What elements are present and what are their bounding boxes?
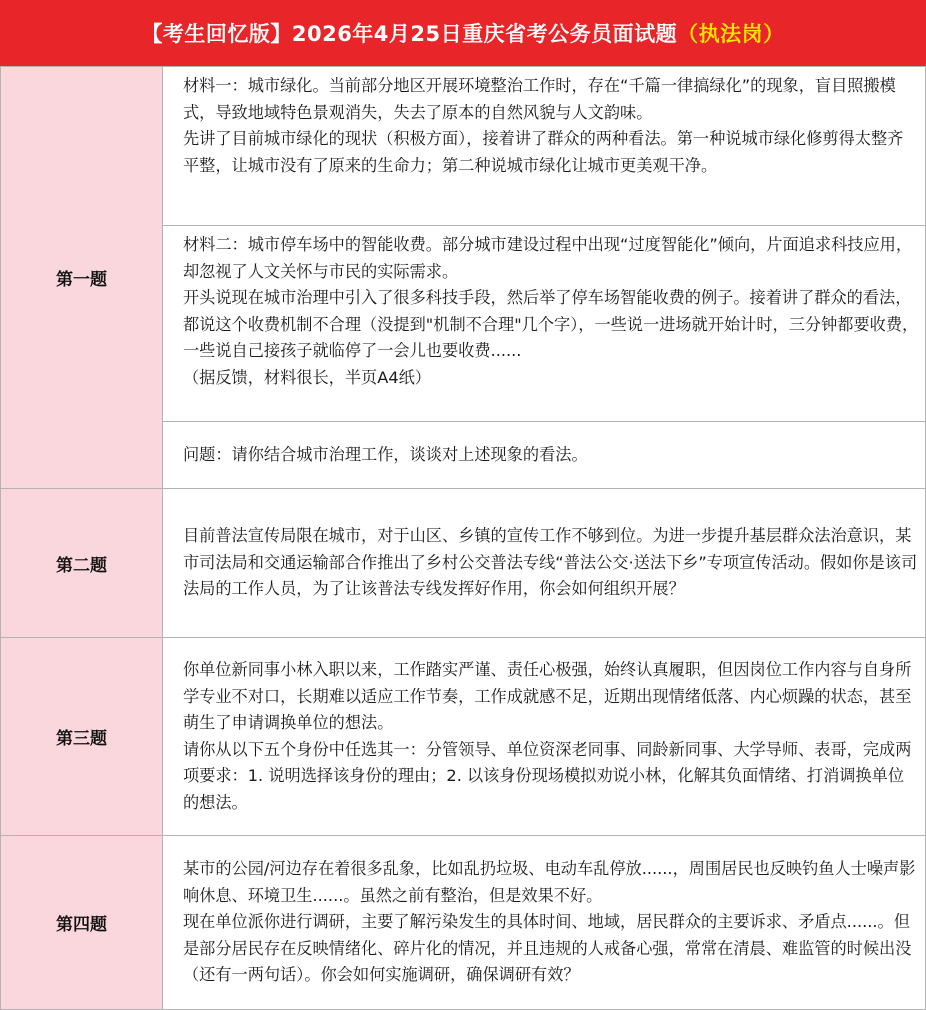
paragraph: 开头说现在城市治理中引入了很多科技手段，然后举了停车场智能收费的例子。接着讲了群众的看法，都说这个收费机制不合理（没提到"机制不合理"几个字），一些说一进场就开始计时，三分钟都要收费，一些说自己接孩子就临停了一会儿也要收费...... bbox=[183, 288, 919, 360]
question-1-label: 第一题 bbox=[1, 67, 163, 489]
question-1-material-1 bbox=[163, 67, 926, 226]
page-title-main: 【考生回忆版】2026年4月25日重庆省考公务员面试题 bbox=[141, 22, 678, 46]
paragraph: 现在单位派你进行调研，主要了解污染发生的具体时间、地域，居民群众的主要诉求、矛盾点......。但是部分居民存在反映情绪化、碎片化的情况，并且违规的人戒备心强，常常在清晨、难监管的时候出没（还有一两句话）。你会如何实施调研，确保调研有效？ bbox=[183, 912, 912, 985]
page-title bbox=[0, 0, 926, 66]
table-row bbox=[1, 836, 926, 1010]
paragraph: 目前普法宣传局限在城市，对于山区、乡镇的宣传工作不够到位。为进一步提升基层群众法治意识，某市司法局和交通运输部合作推出了乡村公交普法专线“普法公交·送法下乡”专项宣传活动。假如你是该司法局的工作人员，为了让该普法专线发挥好作用，你会如何组织开展？ bbox=[183, 526, 918, 599]
question-2-label: 第二题 bbox=[1, 489, 163, 638]
table-row bbox=[1, 638, 926, 836]
page-title-tag: （执法岗） bbox=[677, 22, 785, 46]
paragraph: 材料一：城市绿化。当前部分地区开展环境整治工作时，存在“千篇一律搞绿化”的现象，盲目照搬模式，导致地域特色景观消失，失去了原本的自然风貌与人文韵味。 bbox=[183, 76, 896, 122]
paragraph: 问题：请你结合城市治理工作，谈谈对上述现象的看法。 bbox=[183, 444, 588, 464]
question-4-content bbox=[163, 836, 926, 1010]
paragraph: 材料二：城市停车场中的智能收费。部分城市建设过程中出现“过度智能化”倾向，片面追求科技应用，却忽视了人文关怀与市民的实际需求。 bbox=[183, 235, 913, 281]
questions-table bbox=[0, 66, 926, 1010]
paragraph: 你单位新同事小林入职以来，工作踏实严谨、责任心极强，始终认真履职，但因岗位工作内容与自身所学专业不对口，长期难以适应工作节奏，工作成就感不足，近期出现情绪低落、内心烦躁的状态，甚至萌生了申请调换单位的想法。 bbox=[183, 660, 912, 732]
question-3-content bbox=[163, 638, 926, 836]
paragraph: （据反馈，材料很长，半页A4纸） bbox=[183, 367, 431, 387]
paragraph: 先讲了目前城市绿化的现状（积极方面），接着讲了群众的两种看法。第一种说城市绿化修剪得太整齐平整，让城市没有了原来的生命力；第二种说城市绿化让城市更美观干净。 bbox=[183, 129, 904, 175]
question-4-label: 第四题 bbox=[1, 836, 163, 1010]
table-row bbox=[1, 489, 926, 638]
table-row bbox=[1, 67, 926, 226]
paragraph: 请你从以下五个身份中任选其一：分管领导、单位资深老同事、同龄新同事、大学导师、表哥，完成两项要求：1. 说明选择该身份的理由；2. 以该身份现场模拟劝说小林，化解其负面情绪、打消调换单位的想法。 bbox=[183, 739, 912, 812]
question-1-prompt bbox=[163, 422, 926, 489]
question-2-content bbox=[163, 489, 926, 638]
question-1-material-2 bbox=[163, 226, 926, 422]
question-3-label: 第三题 bbox=[1, 638, 163, 836]
paragraph: 某市的公园/河边存在着很多乱象，比如乱扔垃圾、电动车乱停放......，周围居民也反映钓鱼人士噪声影响休息、环境卫生......。虽然之前有整治，但是效果不好。 bbox=[183, 859, 916, 905]
